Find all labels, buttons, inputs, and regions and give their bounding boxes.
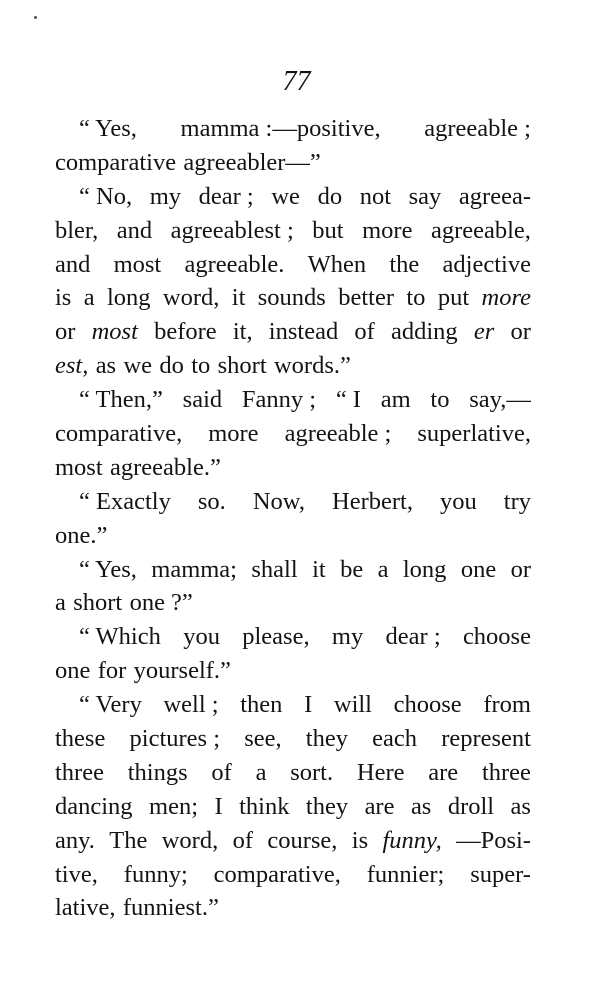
word: I bbox=[304, 691, 313, 719]
word: Now, bbox=[252, 487, 305, 515]
word: as bbox=[410, 792, 432, 820]
word: words.” bbox=[273, 352, 351, 380]
word: agreea- bbox=[458, 182, 531, 210]
word: or bbox=[55, 318, 76, 346]
word: things bbox=[127, 758, 188, 786]
word: dear ; bbox=[385, 623, 441, 651]
body-text bbox=[55, 112, 531, 925]
word: please, bbox=[242, 623, 310, 651]
word: agreeabler—” bbox=[183, 148, 321, 176]
word: say,— bbox=[469, 386, 531, 414]
word: more bbox=[481, 284, 531, 312]
word: it, bbox=[232, 318, 253, 346]
text-line bbox=[55, 891, 531, 925]
word: my bbox=[149, 182, 182, 210]
word: short bbox=[73, 589, 123, 617]
word: or bbox=[510, 318, 531, 346]
word: “ Which bbox=[79, 623, 161, 651]
word: yourself.” bbox=[133, 657, 231, 685]
word: but bbox=[312, 216, 344, 244]
word: my bbox=[331, 623, 364, 651]
word: it bbox=[312, 555, 326, 583]
word: from bbox=[483, 691, 531, 719]
text-line bbox=[55, 383, 531, 417]
word: one.” bbox=[55, 521, 108, 549]
word: or bbox=[510, 555, 531, 583]
word: it bbox=[231, 284, 246, 312]
word: think bbox=[239, 792, 290, 820]
word: dear ; bbox=[198, 182, 254, 210]
word: most bbox=[91, 318, 138, 346]
word: agreeable. bbox=[184, 250, 285, 278]
word: Herbert, bbox=[332, 487, 413, 515]
word: agreeable, bbox=[430, 216, 531, 244]
word: sounds bbox=[257, 284, 326, 312]
word: funny; bbox=[123, 860, 188, 888]
word: these bbox=[55, 725, 106, 753]
word: represent bbox=[441, 725, 531, 753]
text-line bbox=[55, 553, 531, 587]
word: and bbox=[55, 250, 91, 278]
word: short bbox=[217, 352, 267, 380]
word: men; bbox=[149, 792, 199, 820]
word: er bbox=[473, 318, 495, 346]
word: mamma :—positive, bbox=[180, 115, 381, 142]
word: we bbox=[271, 182, 300, 210]
word: for bbox=[97, 657, 127, 685]
word: agreeable.” bbox=[110, 453, 221, 481]
word: tive, bbox=[55, 860, 98, 888]
word: do bbox=[317, 182, 343, 210]
word: adjective bbox=[442, 250, 531, 278]
word: a bbox=[377, 555, 389, 583]
word: put bbox=[437, 284, 470, 312]
word: “ Yes, bbox=[79, 115, 137, 142]
word: comparative, bbox=[213, 860, 341, 888]
word: they bbox=[305, 792, 349, 820]
word: bler, bbox=[55, 216, 99, 244]
text-line bbox=[55, 620, 531, 654]
text-line bbox=[55, 451, 531, 485]
word: Here bbox=[356, 758, 405, 786]
word: they bbox=[305, 725, 348, 753]
word: to bbox=[430, 386, 450, 414]
word: sort. bbox=[290, 758, 334, 786]
word: word, bbox=[161, 826, 219, 854]
text-line bbox=[55, 519, 531, 553]
text-line bbox=[55, 417, 531, 451]
word: do bbox=[159, 352, 184, 380]
text-line bbox=[55, 790, 531, 824]
word: funny, bbox=[382, 826, 442, 854]
text-line bbox=[55, 315, 531, 349]
word: better bbox=[338, 284, 394, 312]
word: more bbox=[208, 420, 259, 448]
word: I bbox=[214, 792, 223, 820]
word: is bbox=[351, 826, 369, 854]
word: —Posi- bbox=[456, 826, 531, 854]
word: then bbox=[240, 691, 283, 719]
word: so. bbox=[197, 487, 226, 515]
word: “ Then,” bbox=[79, 386, 163, 414]
word: “ No, bbox=[79, 182, 133, 210]
word: When bbox=[307, 250, 367, 278]
text-line bbox=[55, 281, 531, 315]
word: before bbox=[154, 318, 217, 346]
text-line bbox=[55, 858, 531, 892]
word: lative, bbox=[55, 894, 116, 922]
word: superlative, bbox=[417, 420, 531, 448]
word: choose bbox=[393, 691, 462, 719]
word: most bbox=[113, 250, 162, 278]
word: we bbox=[123, 352, 153, 380]
word: shall bbox=[251, 555, 298, 583]
word: as bbox=[95, 352, 117, 380]
word: agreeable ; bbox=[424, 115, 531, 142]
word: choose bbox=[462, 623, 531, 651]
word: a bbox=[55, 589, 66, 617]
word: said bbox=[182, 386, 223, 414]
word: and bbox=[116, 216, 153, 244]
word: super- bbox=[470, 860, 531, 888]
text-line bbox=[55, 248, 531, 282]
word: see, bbox=[244, 725, 282, 753]
word: the bbox=[389, 250, 420, 278]
word: you bbox=[440, 487, 477, 515]
word: instead bbox=[268, 318, 339, 346]
word: funniest.” bbox=[122, 894, 219, 922]
word: one ?” bbox=[129, 589, 193, 617]
word: well ; bbox=[163, 691, 219, 719]
text-line bbox=[55, 349, 531, 383]
word: comparative, bbox=[55, 420, 183, 448]
text-line bbox=[55, 112, 531, 146]
text-line bbox=[55, 214, 531, 248]
word: is bbox=[55, 284, 72, 312]
word: agreeablest ; bbox=[170, 216, 294, 244]
text-line bbox=[55, 485, 531, 519]
word: funnier; bbox=[366, 860, 445, 888]
word: to bbox=[406, 284, 426, 312]
word: of bbox=[211, 758, 232, 786]
word: adding bbox=[391, 318, 458, 346]
text-line bbox=[55, 756, 531, 790]
word: one bbox=[55, 657, 91, 685]
word: long bbox=[402, 555, 447, 583]
word: to bbox=[191, 352, 211, 380]
print-speck bbox=[34, 16, 37, 19]
word: a bbox=[83, 284, 95, 312]
word: most bbox=[55, 453, 103, 481]
word: a bbox=[255, 758, 267, 786]
word: agreeable ; bbox=[284, 420, 392, 448]
text-line bbox=[55, 586, 531, 620]
word: mamma; bbox=[151, 555, 237, 583]
word: each bbox=[372, 725, 418, 753]
word: one bbox=[460, 555, 497, 583]
word: not bbox=[359, 182, 391, 210]
word: of bbox=[354, 318, 375, 346]
text-line bbox=[55, 654, 531, 688]
word: any. bbox=[55, 826, 95, 854]
text-line bbox=[55, 824, 531, 858]
word: est, bbox=[55, 352, 89, 380]
word: be bbox=[340, 555, 364, 583]
word: course, bbox=[267, 826, 338, 854]
word: pictures ; bbox=[129, 725, 221, 753]
word: droll bbox=[447, 792, 495, 820]
word: Fanny ; bbox=[241, 386, 317, 414]
word: three bbox=[55, 758, 104, 786]
word: are bbox=[364, 792, 395, 820]
word: as bbox=[510, 792, 531, 820]
word: of bbox=[232, 826, 253, 854]
word: you bbox=[183, 623, 220, 651]
word: try bbox=[503, 487, 531, 515]
text-line bbox=[55, 180, 531, 214]
word: “ I bbox=[335, 386, 361, 414]
page-number: 77 bbox=[282, 66, 311, 97]
word: will bbox=[333, 691, 372, 719]
text-line bbox=[55, 688, 531, 722]
word: say bbox=[408, 182, 442, 210]
word: three bbox=[481, 758, 531, 786]
word: long bbox=[106, 284, 151, 312]
word: comparative bbox=[55, 148, 177, 176]
word: “ Exactly bbox=[79, 487, 171, 515]
word: word, bbox=[162, 284, 220, 312]
word: am bbox=[380, 386, 411, 414]
text-line bbox=[55, 146, 531, 180]
word: are bbox=[428, 758, 459, 786]
word: “ Very bbox=[79, 691, 142, 719]
text-line bbox=[55, 722, 531, 756]
word: more bbox=[362, 216, 413, 244]
word: dancing bbox=[55, 792, 133, 820]
word: The bbox=[109, 826, 148, 854]
word: “ Yes, bbox=[79, 555, 137, 583]
